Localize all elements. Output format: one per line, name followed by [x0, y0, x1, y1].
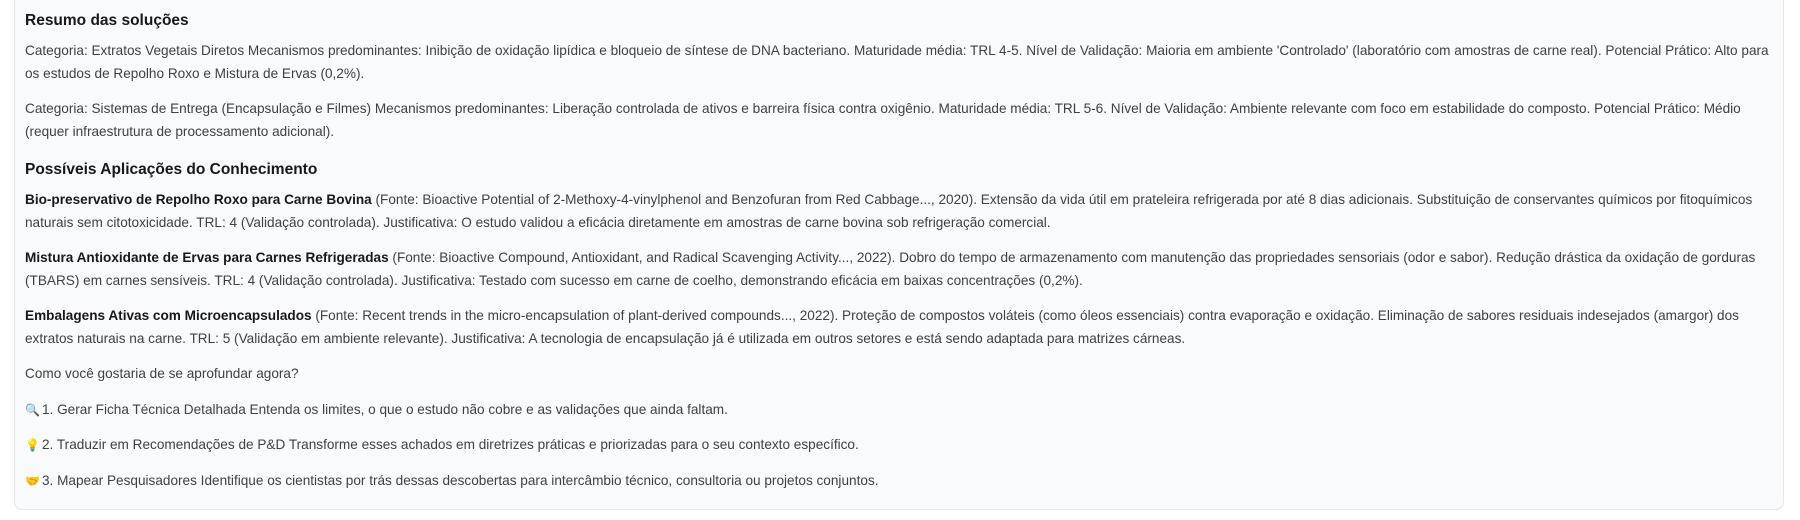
follow-up-prompt: Como você gostaria de se aprofundar agora? [25, 366, 299, 381]
application-item [25, 305, 1773, 350]
application-description: (Fonte: Bioactive Compound, Antioxidant, and Radical Scavenging Activity..., 2022). Dobro do tempo de armazenamento com manutenção das propriedades sensoriais (odor e sabor). Redução drástica da oxidação de gorduras (TBARS) em carnes sensíveis. TRL: 4 (Validação controlada). Justificativa: Testado com sucesso em carne de coelho, demonstrando eficácia em baixas concentrações (0,2%). [25, 250, 1756, 288]
summary-paragraph: Categoria: Extratos Vegetais Diretos Mecanismos predominantes: Inibição de oxidação lipídica e bloqueio de síntese de DNA bacteriano. Maturidade média: TRL 4-5. Nível de Validação: Maioria em ambiente 'Controlado' (laboratório com amostras de carne real). Potencial Prático: Alto para os estudos de Repolho Roxo e Mistura de Ervas (0,2%). [25, 43, 1769, 81]
application-name: Embalagens Ativas com Microencapsulados [25, 308, 312, 323]
application-item [25, 189, 1773, 234]
option-map-researchers[interactable] [25, 470, 1773, 493]
response-card [14, 0, 1784, 510]
summary-heading: Resumo das soluções [25, 12, 189, 29]
application-description: (Fonte: Recent trends in the micro-encapsulation of plant-derived compounds..., 2022). Proteção de compostos voláteis (como óleos essenciais) contra evaporação e oxidação. Eliminação de sabores residuais indesejados (amargor) dos extratos naturais na carne. TRL: 5 (Validação em ambiente relevante). Justificativa: A tecnologia de encapsulação já é utilizada em outros setores e está sendo adaptada para matrizes cárneas. [25, 308, 1739, 346]
option-label[interactable]: 1. Gerar Ficha Técnica Detalhada Entenda os limites, o que o estudo não cobre e as validações que ainda faltam. [42, 401, 728, 417]
option-label[interactable]: 3. Mapear Pesquisadores Identifique os cientistas por trás dessas descobertas para intercâmbio técnico, consultoria ou projetos conjuntos. [42, 472, 879, 488]
option-label[interactable]: 2. Traduzir em Recomendações de P&D Transforme esses achados em diretrizes práticas e priorizadas para o seu contexto específico. [42, 437, 859, 452]
application-item [25, 247, 1773, 292]
option-rd-recommendations[interactable] [25, 434, 1773, 457]
application-description: (Fonte: Bioactive Potential of 2-Methoxy-4-vinylphenol and Benzofuran from Red Cabbage..., 2020). Extensão da vida útil em prateleira refrigerada por até 8 dias adicionais. Substituição de conservantes químicos por fitoquímicos naturais sem citotoxicidade. TRL: 4 (Validação controlada). Justificativa: O estudo validou a eficácia diretamente em amostras de carne bovina sob refrigeração comercial. [25, 192, 1753, 230]
application-name: Mistura Antioxidante de Ervas para Carnes Refrigeradas [25, 250, 389, 265]
applications-heading: Possíveis Aplicações do Conhecimento [25, 161, 318, 178]
option-deep-dive-sheet[interactable] [25, 399, 1773, 422]
summary-paragraph: Categoria: Sistemas de Entrega (Encapsulação e Filmes) Mecanismos predominantes: Liberação controlada de ativos e barreira física contra oxigênio. Maturidade média: TRL 5-6. Nível de Validação: Ambiente relevante com foco em estabilidade do composto. Potencial Prático: Médio (requer infraestrutura de processamento adicional). [25, 101, 1741, 139]
lightbulb-icon: 💡 [25, 438, 40, 452]
handshake-icon: 🤝 [25, 473, 40, 488]
magnifier-icon: 🔍 [25, 402, 40, 417]
application-name: Bio-preservativo de Repolho Roxo para Carne Bovina [25, 192, 372, 207]
